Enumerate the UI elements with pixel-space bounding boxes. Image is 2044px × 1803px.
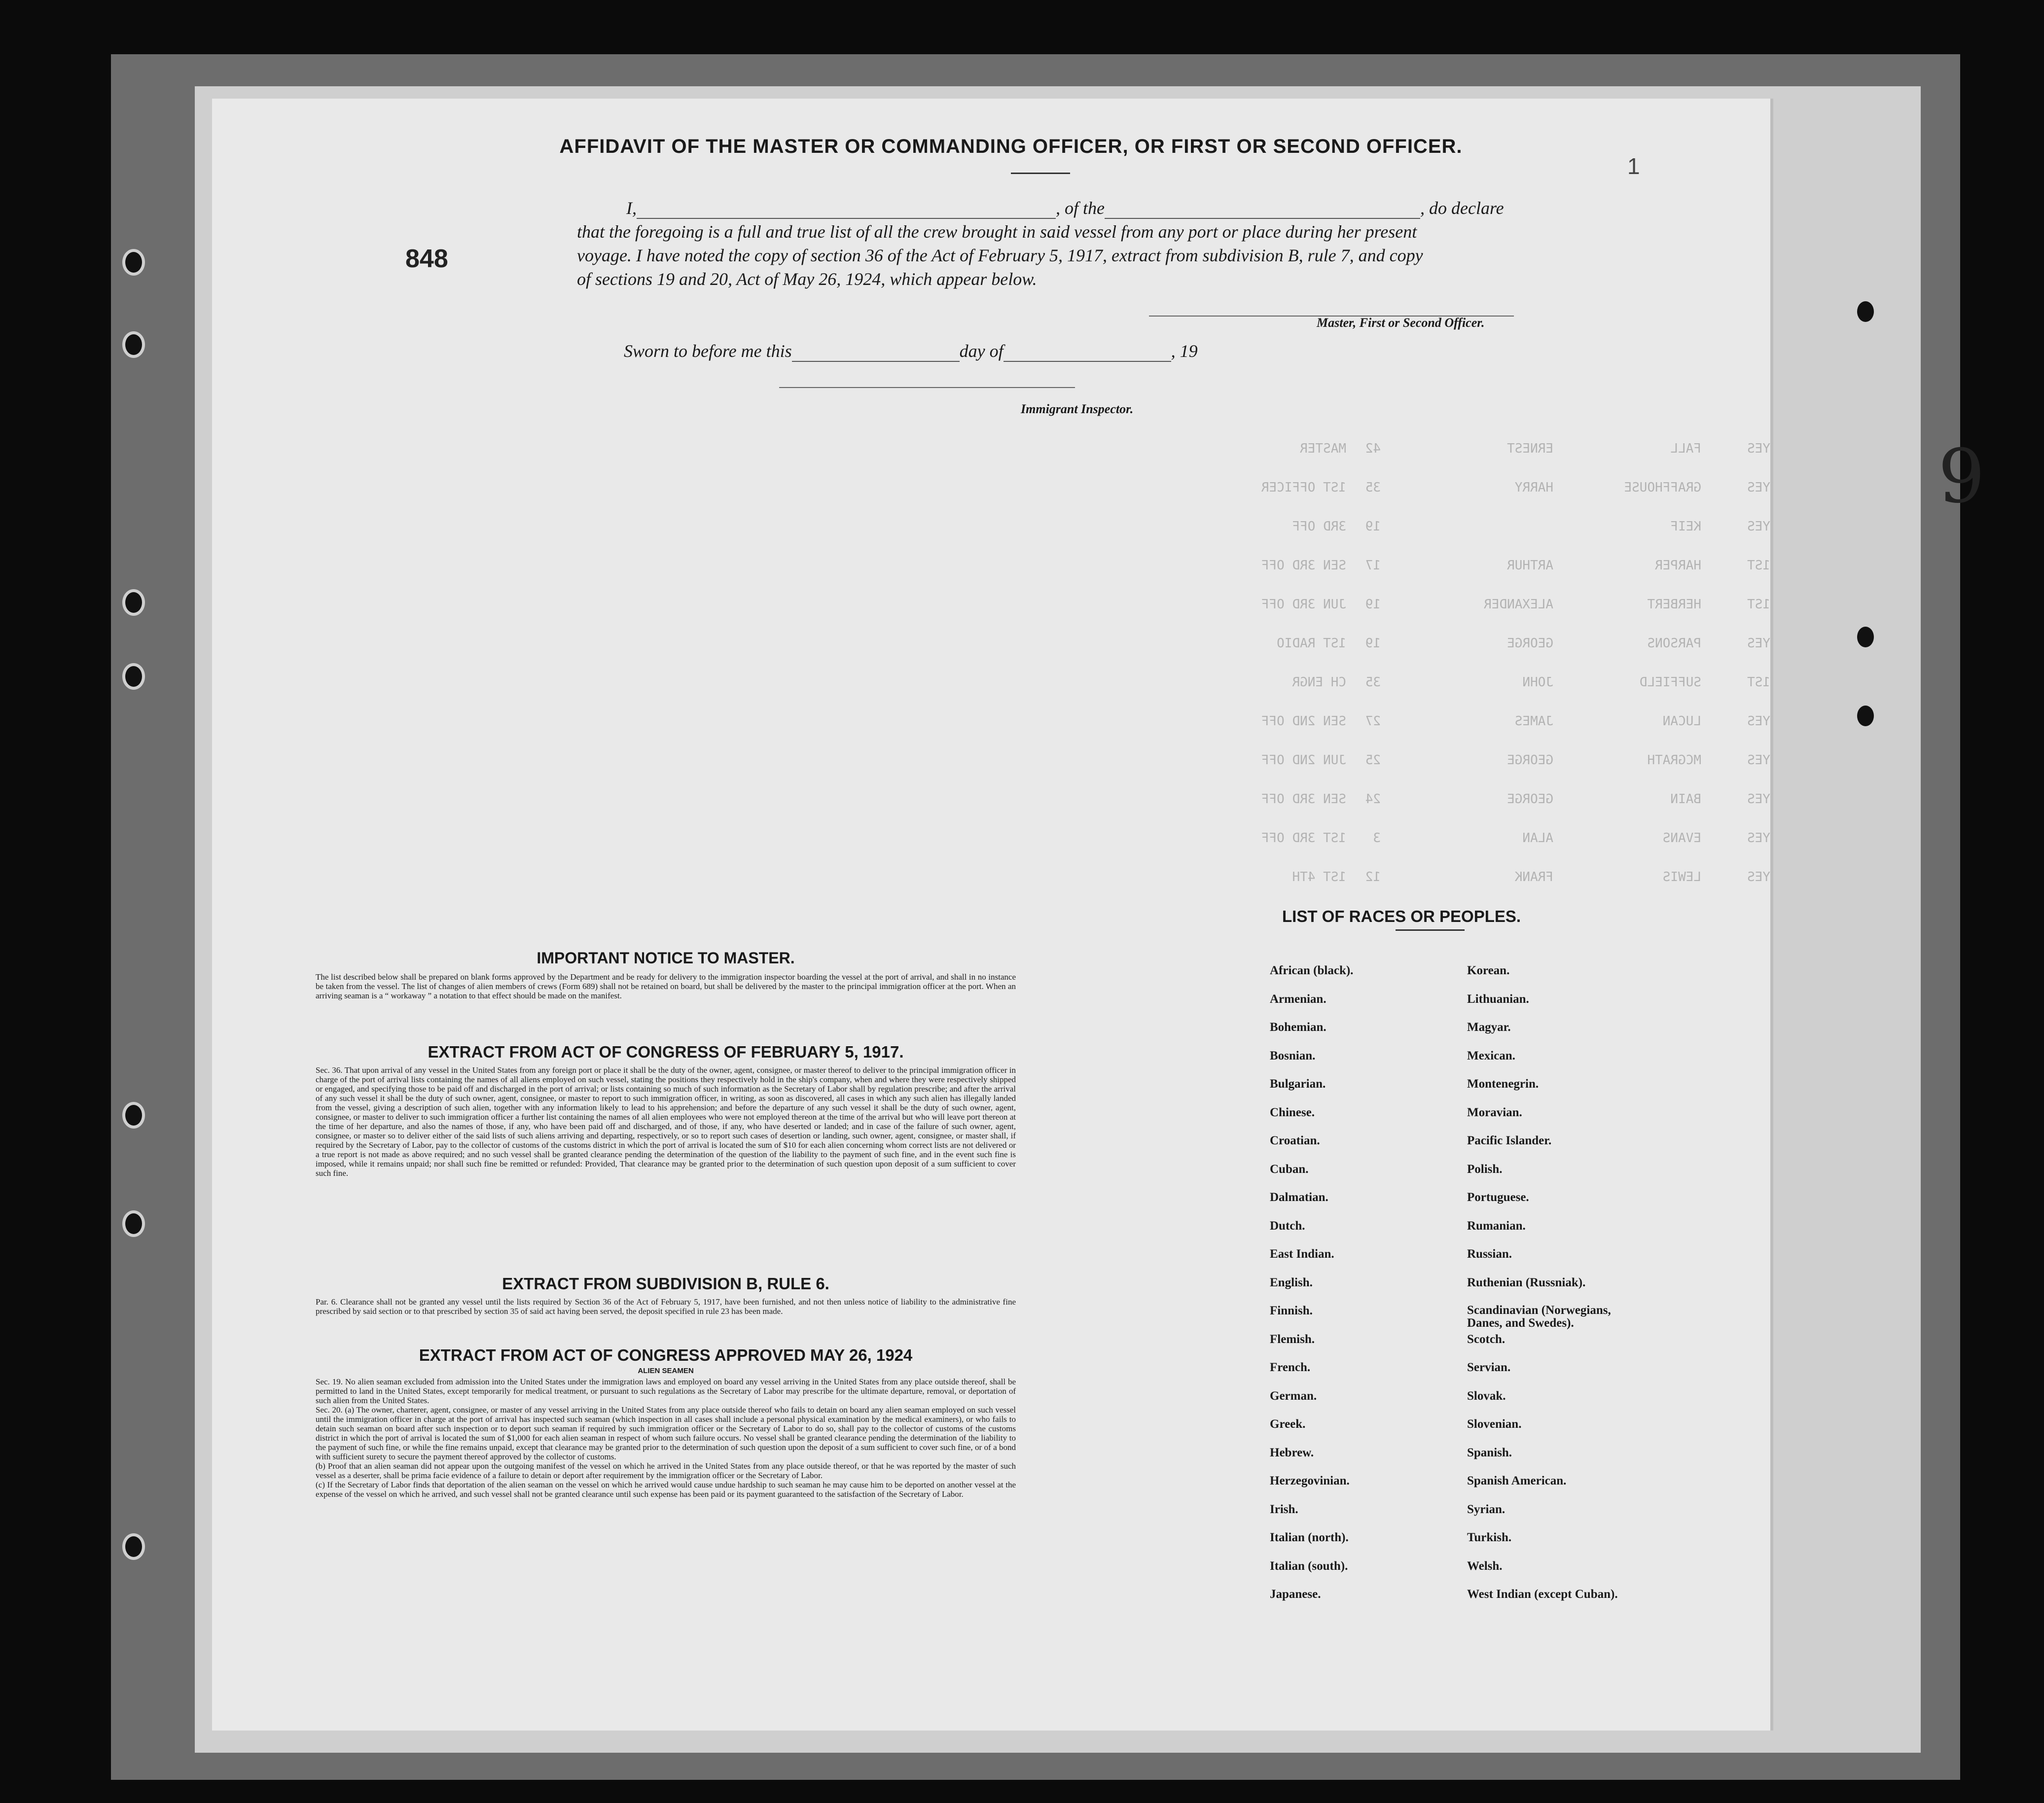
bleed-row	[256, 597, 1810, 617]
race-item: Turkish.	[1467, 1531, 1512, 1544]
race-item: Finnish.	[1270, 1304, 1313, 1317]
subdivision-b-title: EXTRACT FROM SUBDIVISION B, RULE 6.	[502, 1274, 829, 1293]
race-item: Bosnian.	[1270, 1049, 1316, 1062]
sheet-mark: 1	[1627, 153, 1640, 179]
bleed-yes: 1ST	[1747, 675, 1770, 690]
bleed-surname: GRAFFHOUSE	[1624, 480, 1701, 495]
race-item: French.	[1270, 1361, 1311, 1374]
notice-text: The list described below shall be prepared on blank forms approved by the Department and be ready for delivery to the immigration inspector boarding the vessel at the port of arrival, and shall in no instance be taken from the vessel. The list of changes of alien members of crews (Form 689) shall not be retained on board, but shall be delivered by the master to the principal immigration officer at the port. When an arriving seaman is a “ workaway ” a notation to that effect should be made on the manifest.	[316, 972, 1016, 1000]
bleed-rank: JUN 2ND OFF	[1261, 753, 1346, 768]
handwritten-mark: 9	[1938, 434, 1985, 520]
race-item: Magyar.	[1467, 1021, 1511, 1034]
extract-1924-title: EXTRACT FROM ACT OF CONGRESS APPROVED MAY 26, 1924	[419, 1346, 913, 1364]
bleed-given: JAMES	[1514, 714, 1553, 729]
bleed-age: 35	[1365, 675, 1381, 690]
bleed-age: 25	[1365, 753, 1381, 768]
sworn-day-of: day of	[959, 341, 1004, 361]
race-item: Syrian.	[1467, 1502, 1506, 1516]
bleed-rank: JUN 3RD OFF	[1261, 597, 1346, 612]
binder-hole	[122, 589, 145, 616]
bleed-yes: YES	[1747, 792, 1770, 807]
bleed-yes: YES	[1747, 831, 1770, 846]
bleed-given: HARRY	[1514, 480, 1553, 495]
affidavit-line-4: of sections 19 and 20, Act of May 26, 1924, which appear below.	[577, 269, 1037, 289]
bleed-yes: YES	[1747, 441, 1770, 456]
sec20c-text: (c) If the Secretary of Labor finds that deportation of the alien seaman on the vessel on which he arrived would cause undue hardship to such seaman he may cause him to be deported on another vessel at the expense of the vessel on which he arrived, and such vessel shall not be granted clearance until such expense has been paid or its payment guaranteed to the satisfaction of the Secretary of Labor.	[316, 1480, 1016, 1499]
race-item: Armenian.	[1270, 992, 1327, 1006]
race-item: African (black).	[1270, 964, 1354, 977]
extract-1924	[316, 1346, 1016, 1499]
sworn-day-blank	[792, 361, 960, 362]
bleed-given: ERNEST	[1507, 441, 1553, 456]
bleed-yes: YES	[1747, 480, 1770, 495]
bleed-age: 42	[1365, 441, 1381, 456]
bleed-age: 17	[1365, 558, 1381, 573]
binder-hole	[122, 331, 145, 358]
bleed-rank: 1ST 4TH	[1292, 870, 1346, 884]
bleed-yes: YES	[1747, 870, 1770, 884]
bleed-rank: SEN 3RD OFF	[1261, 558, 1346, 573]
race-item: Lithuanian.	[1467, 992, 1529, 1006]
affidavit-of-the: , of the	[1056, 198, 1105, 218]
page-number: 848	[405, 245, 448, 273]
race-item: Italian (north).	[1270, 1531, 1349, 1544]
race-item: Dutch.	[1270, 1219, 1305, 1233]
sworn-text: Sworn to before me this	[624, 341, 792, 361]
race-item: Italian (south).	[1270, 1559, 1348, 1573]
race-item: Scandinavian (Norwegians, Danes, and Swedes).	[1467, 1304, 1611, 1330]
bleed-given: GEORGE	[1507, 753, 1553, 768]
race-item: Cuban.	[1270, 1162, 1309, 1176]
bleed-surname: LUCAN	[1662, 714, 1701, 729]
race-item: Rumanian.	[1467, 1219, 1526, 1233]
bleed-surname: FALL	[1670, 441, 1701, 456]
inspector-signature-line	[779, 387, 1075, 388]
bleed-given: ALAN	[1522, 831, 1553, 846]
race-item: Dalmatian.	[1270, 1191, 1328, 1204]
race-item: Slovenian.	[1467, 1417, 1522, 1431]
title-rule	[1011, 173, 1070, 174]
bleed-surname: PARSONS	[1647, 636, 1701, 651]
race-item: Chinese.	[1270, 1105, 1315, 1119]
race-item: Moravian.	[1467, 1105, 1522, 1119]
bleed-row	[256, 519, 1810, 539]
bleed-given: FRANK	[1514, 870, 1553, 884]
affidavit-declare: , do declare	[1420, 198, 1504, 218]
bleed-row	[256, 714, 1810, 734]
bleed-rank: 3RD OFF	[1292, 519, 1346, 534]
race-item: Servian.	[1467, 1361, 1511, 1374]
bleed-given: GEORGE	[1507, 636, 1553, 651]
binder-hole	[122, 663, 145, 690]
affidavit-line-2: that the foregoing is a full and true list of all the crew brought in said vessel from any port or place during her present	[577, 222, 1417, 242]
subdivision-b-text: Par. 6. Clearance shall not be granted any vessel until the lists required by Section 36 of the Act of February 5, 1917, have been furnished, and not then unless notice of liability to the administrative fine prescribed by said section or to that prescribed by section 35 of said act having been served, the deposit specified in rule 23 has been made.	[316, 1297, 1016, 1316]
bleed-yes: 1ST	[1747, 597, 1770, 612]
bleed-age: 12	[1365, 870, 1381, 884]
bleed-rank: SEN 2ND OFF	[1261, 714, 1346, 729]
bleed-given: GEORGE	[1507, 792, 1553, 807]
race-item: Flemish.	[1270, 1332, 1315, 1346]
bleed-row	[256, 753, 1810, 773]
bleed-rank: CH ENGR	[1292, 675, 1346, 690]
race-item: Spanish.	[1467, 1446, 1512, 1459]
binder-hole	[1854, 298, 1877, 325]
race-item: English.	[1270, 1275, 1313, 1289]
extract-1917-title: EXTRACT FROM ACT OF CONGRESS OF FEBRUARY 5, 1917.	[428, 1043, 904, 1061]
race-item: West Indian (except Cuban).	[1467, 1588, 1618, 1601]
bleed-surname: HARPER	[1655, 558, 1701, 573]
bleed-row	[256, 480, 1810, 500]
bleed-yes: 1ST	[1747, 558, 1770, 573]
bleed-yes: YES	[1747, 753, 1770, 768]
affidavit-title: AFFIDAVIT OF THE MASTER OR COMMANDING OFFICER, OR FIRST OR SECOND OFFICER.	[559, 136, 1463, 157]
race-item: Herzegovinian.	[1270, 1474, 1350, 1487]
bleed-surname: EVANS	[1662, 831, 1701, 846]
race-item: Greek.	[1270, 1417, 1306, 1431]
extract-subdivision-b	[316, 1274, 1016, 1316]
race-item: German.	[1270, 1389, 1317, 1403]
bleed-row	[256, 441, 1810, 461]
sworn-year: , 19	[1171, 341, 1198, 361]
bleed-yes: YES	[1747, 519, 1770, 534]
sec19-text: Sec. 19. No alien seaman excluded from admission into the United States under the immigration laws and employed on board any vessel arriving in the United States from any place outside thereof, shall be permitted to land in the United States, except temporarily for medical treatment, or pursuant to such regulations as the Secretary of Labor may prescribe for the ultimate departure, removal, or deportation of such alien from the United States.	[316, 1377, 1016, 1405]
binder-hole	[122, 1533, 145, 1560]
bleed-rank: 1ST 3RD OFF	[1261, 831, 1346, 846]
bleed-age: 24	[1365, 792, 1381, 807]
race-item: Korean.	[1467, 964, 1510, 977]
bleed-row	[256, 870, 1810, 889]
bleed-row	[256, 792, 1810, 812]
bleed-age: 19	[1365, 636, 1381, 651]
binder-hole	[122, 249, 145, 276]
race-item: Russian.	[1467, 1247, 1512, 1261]
extract-1917-text: Sec. 36. That upon arrival of any vessel in the United States from any foreign port or place it shall be the duty of the owner, agent, consignee, or master thereof to deliver to the principal immigration officer in charge of the port of arrival lists containing the names of all aliens employed on such vessel, stating the positions they respectively hold in the ship's company, when and where they were respectively shipped or engaged, and specifying those to be paid off and discharged in the port of arrival; or lists containing so much of such information as the Secretary of Labor shall by regulation prescribe; and after the arrival of any such vessel it shall be the duty of such owner, agent, consignee, or master to report to such immigration officer, in writing, as soon as discovered, all cases in which any such alien has illegally landed from the vessel, giving a description of such alien, together with any information likely to lead to his apprehension; and before the departure of any such vessel it shall be the duty of such owner, agent, consignee, or master to deliver to such immigration officer a further list containing the names of all alien employees who were not employed thereon at the time of the arrival but who will leave port thereon at the time of her departure, and also the names of those, if any, who have been paid off and discharged, and of those, if any, who have deserted or landed; and in case of the failure of such owner, agent, consignee, or master so to deliver either of the said lists of such aliens arriving and departing, respectively, or so to report such cases of desertion or landing, such owner, agent, consignee, or master shall, if required by the Secretary of Labor, pay to the collector of customs of the customs district in which the port of arrival is located the sum of $10 for each alien concerning whom correct lists are not delivered or a true report is not made as above required; and no such vessel shall be granted clearance pending the determination of the question of the liability to the payment of such fine, and in the event such fine is imposed, while it remains unpaid; nor shall such fine be remitted or refunded: Provided, That clearance may be granted prior to the determination of such question upon deposit of a sum sufficient to cover such fine.	[316, 1065, 1016, 1178]
bleed-surname: KEIF	[1670, 519, 1701, 534]
bleed-given: JOHN	[1522, 675, 1553, 690]
officer-name-blank	[637, 218, 1056, 219]
bleed-age: 27	[1365, 714, 1381, 729]
bleed-surname: SUFFIELD	[1639, 675, 1701, 690]
race-item: Ruthenian (Russniak).	[1467, 1275, 1586, 1289]
race-item: Pacific Islander.	[1467, 1134, 1552, 1147]
race-item: Croatian.	[1270, 1134, 1320, 1147]
bleed-given: ALEXANDER	[1484, 597, 1553, 612]
bleed-rank: MASTER	[1300, 441, 1346, 456]
race-item: Montenegrin.	[1467, 1077, 1539, 1091]
affidavit-line-1	[626, 197, 1504, 219]
race-item: Irish.	[1270, 1502, 1298, 1516]
race-item: Hebrew.	[1270, 1446, 1314, 1459]
race-item: Polish.	[1467, 1162, 1503, 1176]
race-item: Bohemian.	[1270, 1021, 1327, 1034]
bleed-row	[256, 636, 1810, 656]
affidavit-i: I,	[626, 198, 637, 218]
inspector-label: Immigrant Inspector.	[1021, 402, 1134, 416]
important-notice	[316, 949, 1016, 1000]
race-item: Japanese.	[1270, 1588, 1321, 1601]
sworn-month-blank	[1004, 361, 1171, 362]
bleed-rank: 1ST RADIO	[1277, 636, 1346, 651]
bleed-surname: HERBERT	[1647, 597, 1701, 612]
bleed-rank: SEN 3RD OFF	[1261, 792, 1346, 807]
notice-title: IMPORTANT NOTICE TO MASTER.	[537, 949, 795, 967]
sec20b-text: (b) Proof that an alien seaman did not appear upon the outgoing manifest of the vessel on which he arrived in the United States from any place outside thereof, or that he was reported by the master of such vessel as a deserter, shall be prima facie evidence of a failure to detain or deport after requirement by the immigration officer or the Secretary of Labor.	[316, 1461, 1016, 1480]
bleed-row	[256, 675, 1810, 695]
race-item: East Indian.	[1270, 1247, 1334, 1261]
bleed-yes: YES	[1747, 636, 1770, 651]
sworn-line	[624, 340, 1198, 362]
race-item: Welsh.	[1467, 1559, 1503, 1573]
bleed-surname: LEWIS	[1662, 870, 1701, 884]
extract-1924-subtitle: ALIEN SEAMEN	[638, 1367, 694, 1375]
race-item: Portuguese.	[1467, 1191, 1529, 1204]
bleed-surname: MCGRATH	[1647, 753, 1701, 768]
bleed-given: ARTHUR	[1507, 558, 1553, 573]
bleed-rank: 1ST OFFICER	[1261, 480, 1346, 495]
bleed-row	[256, 831, 1810, 850]
binder-hole	[122, 1210, 145, 1237]
bleed-age: 3	[1373, 831, 1381, 846]
vessel-name-blank	[1105, 218, 1420, 219]
bleed-yes: YES	[1747, 714, 1770, 729]
bleed-age: 35	[1365, 480, 1381, 495]
bleed-age: 19	[1365, 519, 1381, 534]
binder-hole	[122, 1102, 145, 1129]
race-item: Bulgarian.	[1270, 1077, 1326, 1091]
extract-1917	[316, 1043, 1016, 1178]
race-item: Slovak.	[1467, 1389, 1506, 1403]
bleed-age: 19	[1365, 597, 1381, 612]
race-item: Spanish American.	[1467, 1474, 1567, 1487]
binder-hole	[1854, 703, 1877, 729]
bleed-surname: BAIN	[1670, 792, 1701, 807]
bleed-row	[256, 558, 1810, 578]
master-label: Master, First or Second Officer.	[1317, 316, 1485, 330]
race-item: Scotch.	[1467, 1332, 1506, 1346]
race-item: Mexican.	[1467, 1049, 1515, 1062]
races-title: LIST OF RACES OR PEOPLES.	[1282, 907, 1521, 925]
races-title-rule	[1396, 929, 1465, 931]
sec20a-text: Sec. 20. (a) The owner, charterer, agent, consignee, or master of any vessel arriving in the United States from any place outside thereof who fails to detain on board any alien seaman employed on such vessel until the immigration officer in charge at the port of arrival has inspected such seaman (which inspection in all cases shall include a personal physical examination by the medical examiners), or who fails to detain such seaman on board after such inspection or to deport such seaman if required by such immigration officer or the Secretary of Labor to do so, shall pay to the collector of customs of the customs district in which the port of arrival is located the sum of $1,000 for each alien seaman in respect of whom such failure occurs. No vessel shall be granted clearance pending the determination of the liability to the payment of such fine, or while the fine remains unpaid, except that clearance may be granted prior to the determination of such question upon the deposit of a sum sufficient to cover such fine, or of a bond with sufficient surety to secure the payment thereof approved by the collector of customs.	[316, 1405, 1016, 1461]
binder-hole	[1854, 624, 1877, 650]
affidavit-line-3: voyage. I have noted the copy of section 36 of the Act of February 5, 1917, extract from subdivision B, rule 7, and copy	[577, 246, 1423, 265]
